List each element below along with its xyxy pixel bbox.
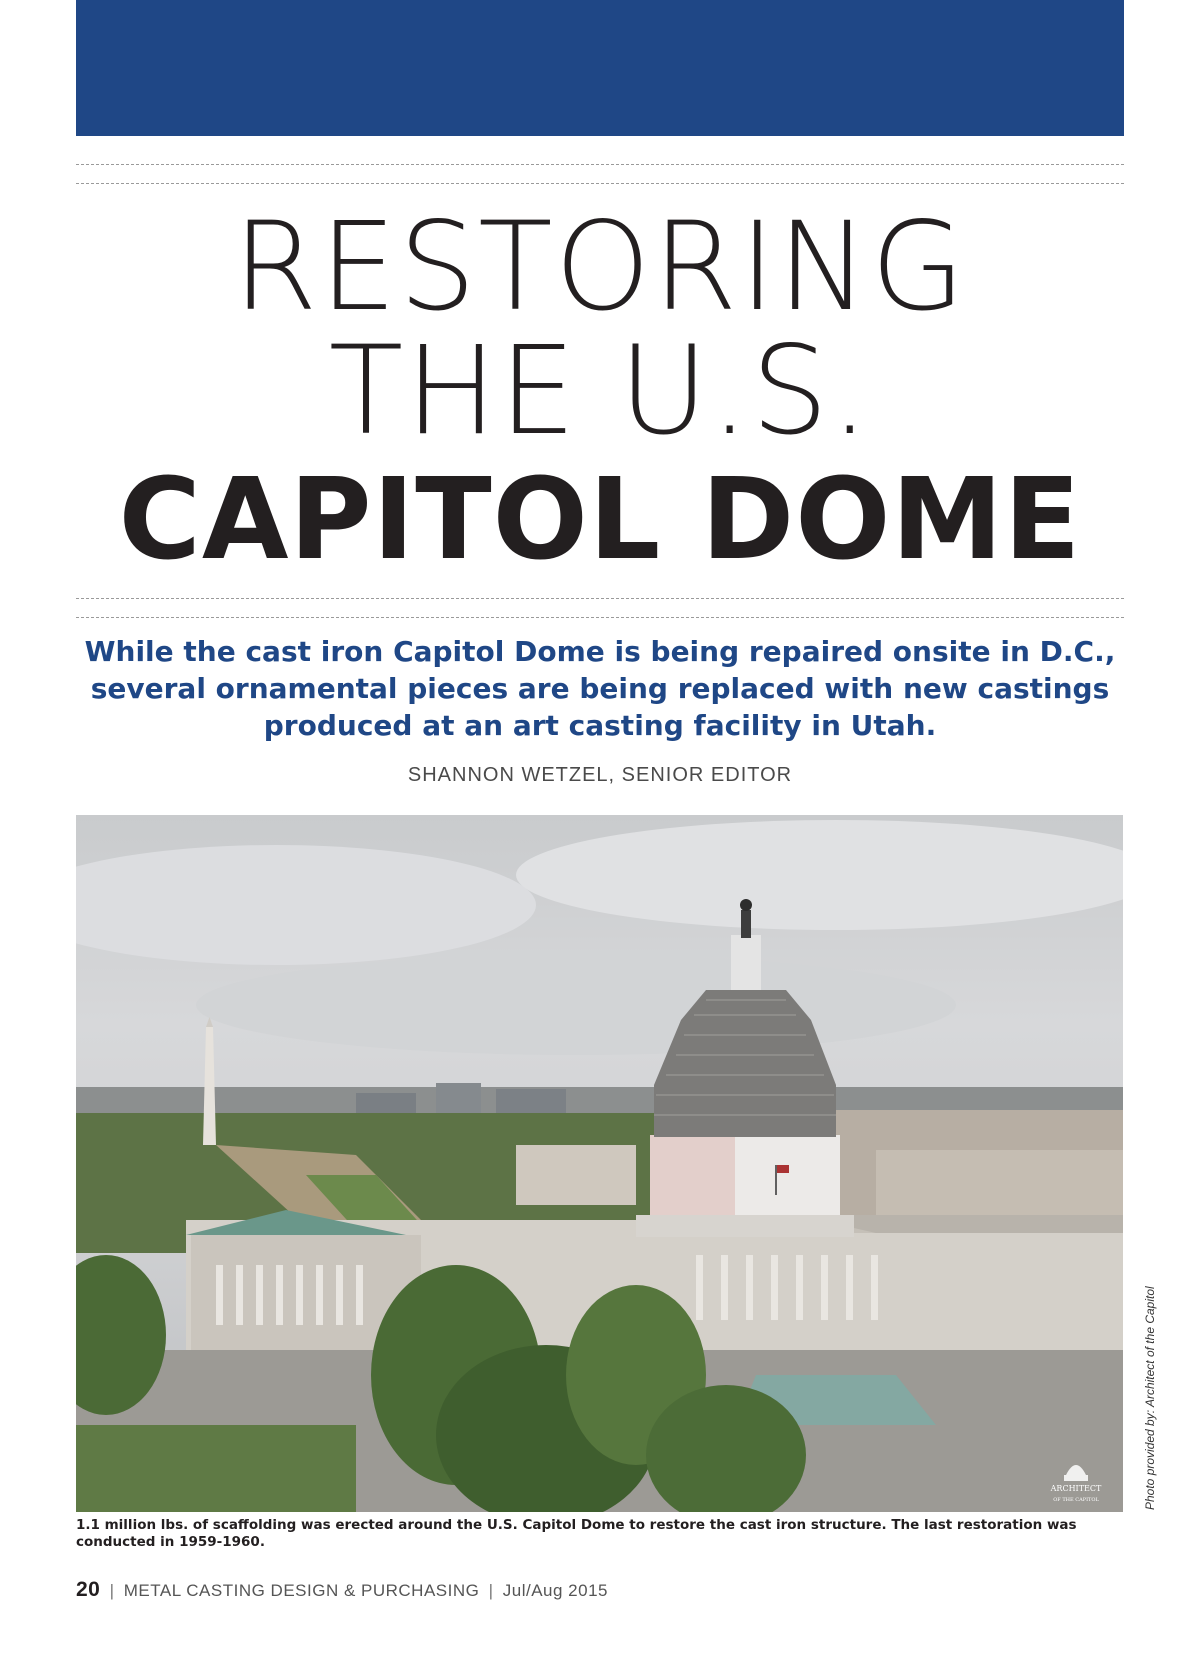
header-banner (76, 0, 1124, 136)
page-footer (76, 1578, 608, 1602)
article-deck: While the cast iron Capitol Dome is being repaired onsite in D.C., several ornamental pieces are being replaced with new castings produced at an art casting facility in Utah. (84, 635, 1116, 742)
byline: SHANNON WETZEL, SENIOR EDITOR (407, 764, 793, 786)
dashed-rule (76, 617, 1124, 618)
title-line-1: RESTORING (232, 196, 968, 338)
photo-caption: 1.1 million lbs. of scaffolding was erected around the U.S. Capitol Dome to restore the cast iron structure. The last restoration was conducted in 1959-1960. (76, 1517, 1077, 1550)
footer-separator: | (109, 1581, 115, 1600)
svg-text:ARCHITECT: ARCHITECT (1050, 1484, 1102, 1493)
footer-separator: | (488, 1581, 494, 1600)
publication-name: METAL CASTING DESIGN & PURCHASING (123, 1581, 480, 1600)
capitol-dome-photo (76, 815, 1123, 1512)
title-line-2: THE U.S. (328, 320, 872, 462)
issue-date: Jul/Aug 2015 (502, 1581, 608, 1600)
dashed-rule (76, 164, 1124, 165)
svg-text:OF THE CAPITOL: OF THE CAPITOL (1053, 1497, 1099, 1503)
dashed-rule (76, 183, 1124, 184)
dashed-rule (76, 598, 1124, 599)
page-number: 20 (76, 1578, 101, 1601)
title-line-3: CAPITOL DOME (118, 455, 1082, 585)
photo-credit: Photo provided by: Architect of the Capitol (1143, 1286, 1157, 1510)
